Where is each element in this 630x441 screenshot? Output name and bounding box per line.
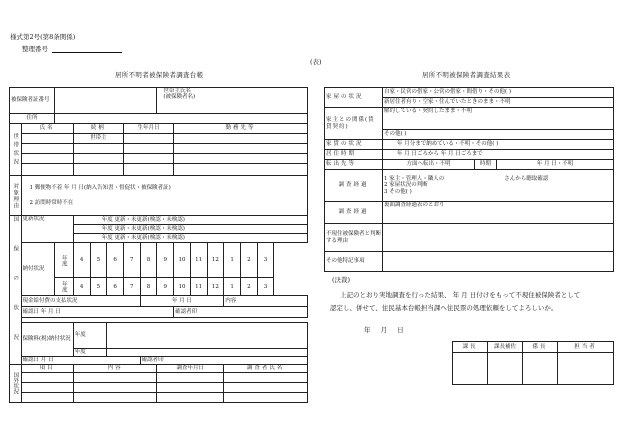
form-label: 様式第2号(第8条関係) xyxy=(10,33,76,41)
decision-line-1: 上記のとおり実地調査を行った結果、 年 月 日付けをもって不現住被保険者として xyxy=(340,291,581,299)
col-name: 氏名 xyxy=(21,124,73,134)
outside-investigator-1[interactable] xyxy=(224,372,308,382)
outside-investigator-2[interactable] xyxy=(224,382,308,392)
stamp-subsection-chief: 係長 xyxy=(523,342,558,353)
survey-label: 調査経過 xyxy=(325,170,383,202)
confirm-date-2: 確認日 月 日 xyxy=(21,356,140,364)
month-cell: 5 xyxy=(90,278,107,296)
month-cell: 11 xyxy=(190,243,207,278)
premium-value-1[interactable] xyxy=(107,323,308,348)
benefit-label: 現金給付費の支払状況 xyxy=(21,296,140,307)
benefit-content: 内容 xyxy=(224,296,308,307)
member-rel-1: 世帯主 xyxy=(73,134,123,144)
house-opt-1: 自家・民営の借家・公営の借家・間借り・その他( ) xyxy=(383,88,614,98)
outside-col-item: 項目 xyxy=(21,364,73,372)
premium-year-2: 年度 xyxy=(73,348,106,356)
month-cell: 9 xyxy=(157,278,174,296)
member-birth-3[interactable] xyxy=(123,154,173,164)
confirm-seal-2: 確認者印 xyxy=(140,356,307,364)
survey-opt-1b: さんから聴取確認 xyxy=(504,176,549,183)
house-opt-2: 新居住者有り・空家・住んでいたときのまま・不明 xyxy=(383,98,614,108)
outside-date-2[interactable] xyxy=(157,382,224,392)
landlord-relation-label: 家主との関係(賃貸契約) xyxy=(325,108,383,140)
member-rel-4[interactable] xyxy=(73,164,123,176)
target-reason-label: 対象理由 xyxy=(10,176,22,216)
month-cell: 6 xyxy=(107,243,124,278)
reason-2: 2 訪問時常時不在 xyxy=(29,200,74,206)
target-reason-cell xyxy=(21,176,308,216)
member-work-3[interactable] xyxy=(174,154,308,164)
survey2-label: 調査経過 xyxy=(325,202,383,224)
outside-content-2[interactable] xyxy=(73,382,157,392)
month-cell: 10 xyxy=(174,243,191,278)
col-employer: 勤務先等 xyxy=(174,124,308,134)
month-cell: 10 xyxy=(174,278,191,296)
outside-col-content: 内容 xyxy=(73,364,157,372)
judge-reason-label: 不現住被保険者と判断する理由 xyxy=(325,224,383,252)
investigation-result-table xyxy=(324,87,614,272)
outside-date-3[interactable] xyxy=(157,392,224,402)
month-cell: 9 xyxy=(157,243,174,278)
month-cell: 7 xyxy=(123,243,140,278)
outside-investigator-3[interactable] xyxy=(224,392,308,402)
member-name-3[interactable] xyxy=(21,154,73,164)
month-cell: 8 xyxy=(140,243,157,278)
survey-opt-3: 3 その他( ) xyxy=(384,188,412,195)
member-name-1[interactable] xyxy=(21,134,73,144)
insured-number-field[interactable] xyxy=(54,88,156,114)
right-title: 居所不明被保険者調査結果表 xyxy=(422,71,511,79)
relation-opt-2: その他( ) xyxy=(383,130,614,140)
member-work-4[interactable] xyxy=(174,164,308,176)
front-side-label: (表) xyxy=(310,58,322,66)
decision-date: 年 月 日 xyxy=(364,326,404,334)
other-notes-label: その他特記事項 xyxy=(325,252,383,272)
month-cell: 3 xyxy=(257,278,274,296)
national-health-status-label: 国保の状況 xyxy=(10,216,22,365)
moveout-time-label: 時期 xyxy=(475,160,497,170)
month-cell: 12 xyxy=(207,243,224,278)
insured-number-label: 被保険者証番号 xyxy=(10,88,55,114)
confirm-seal: 確認者印 xyxy=(174,307,308,318)
month-cell: 2 xyxy=(240,243,257,278)
month-cell: 8 xyxy=(140,278,157,296)
outside-col-investigator: 調査者氏名 xyxy=(224,364,308,372)
rent-label: 家賃の状況 xyxy=(325,140,383,150)
month-cell: 11 xyxy=(190,278,207,296)
premium-value-2[interactable] xyxy=(107,348,308,356)
col-relation: 続柄 xyxy=(73,124,123,134)
outside-item-2[interactable] xyxy=(21,382,73,392)
survey-opt-1: 1 家主・管理人・隣人の xyxy=(384,176,445,183)
left-title: 居所不明者被保険者調査台帳 xyxy=(115,71,204,79)
stamp-box-1[interactable] xyxy=(453,353,488,385)
survey-opt-2: 2 家屋状況の判断 xyxy=(384,182,428,189)
renewal-row-3: 年度 更新・未更新(検認・未検認) xyxy=(73,234,307,243)
outside-item-3[interactable] xyxy=(21,392,73,402)
member-birth-1[interactable] xyxy=(123,134,173,144)
serial-number-line xyxy=(52,47,122,53)
outside-date-1[interactable] xyxy=(157,372,224,382)
stamp-box-4[interactable] xyxy=(558,353,614,385)
member-rel-3[interactable] xyxy=(73,154,123,164)
other-notes-field[interactable] xyxy=(383,252,614,272)
decision-label: (決裁) xyxy=(332,276,351,284)
period-opt: 年 月 日ごろから 年 月 日ごろまで xyxy=(383,150,614,160)
survey-options xyxy=(383,170,614,202)
payment-year-1: 年度 xyxy=(54,243,73,278)
stamp-section-chief: 課長 xyxy=(453,342,488,353)
moveout-opt: 方面へ転出・不明 xyxy=(383,160,475,170)
benefit-date: 年 月 日 xyxy=(140,296,224,307)
payment-label: 納付状況 xyxy=(21,243,54,296)
reason-1: 1 郵便物不着 年 月 日(納入告知書・督促状・被保険者証) xyxy=(29,184,171,191)
stamp-assistant-chief: 課長補佐 xyxy=(488,342,523,353)
month-cell: 6 xyxy=(107,278,124,296)
address-label: 住所 xyxy=(10,114,55,124)
stamp-box-2[interactable] xyxy=(488,353,523,385)
serial-number-label: 整理番号 xyxy=(22,46,122,53)
address-field[interactable] xyxy=(54,114,307,124)
rent-opt: 年 月分まで納めている・不明・その他( ) xyxy=(383,140,614,150)
premium-year-1: 年度 xyxy=(73,323,106,348)
period-label: 居住時期 xyxy=(325,150,383,160)
outside-item-1[interactable] xyxy=(21,372,73,382)
payment-year-2: 年度 xyxy=(54,278,73,296)
confirm-date: 確認日 年 月 日 xyxy=(21,307,174,318)
relation-opt-1: 解約している・契約したまま・不明 xyxy=(383,108,614,130)
month-cell: 1 xyxy=(224,278,241,296)
member-name-2[interactable] xyxy=(21,144,73,154)
member-birth-2[interactable] xyxy=(123,144,173,154)
decision-line-2: 認定し、併せて、住民基本台帳担当課へ住民票の処理依頼をしてよろしいか。 xyxy=(330,304,558,312)
outside-status-label: 国外状況 xyxy=(10,364,22,402)
month-cell: 1 xyxy=(224,243,241,278)
insured-name-label: (被保険者名) xyxy=(163,94,196,101)
survey2-opt: 裏面調査経過表のとおり xyxy=(383,202,614,224)
month-cell: 5 xyxy=(90,243,107,278)
outside-col-date: 調査年月日 xyxy=(157,364,224,372)
month-cell: 4 xyxy=(73,278,90,296)
month-cell: 2 xyxy=(240,278,257,296)
judge-reason-field[interactable] xyxy=(383,224,614,252)
month-cell: 7 xyxy=(123,278,140,296)
member-work-2[interactable] xyxy=(174,144,308,154)
member-work-1[interactable] xyxy=(174,134,308,144)
house-status-label: 家屋の状況 xyxy=(325,88,383,108)
renewal-label: 更新状況 xyxy=(21,216,73,243)
renewal-row-1: 年度 更新・未更新(検認・未検認) xyxy=(73,216,307,225)
approval-stamp-table xyxy=(452,341,614,385)
col-birth: 生年月日 xyxy=(123,124,173,134)
member-name-4[interactable] xyxy=(21,164,73,176)
householder-label: 世帯主氏名 xyxy=(163,88,191,94)
moveout-date: 年 月 日・不明 xyxy=(497,160,614,170)
renewal-row-2: 年度 更新・未更新(検認・未検認) xyxy=(73,225,307,234)
member-rel-2[interactable] xyxy=(73,144,123,154)
moveout-label: 転出先等 xyxy=(325,160,383,170)
outside-content-1[interactable] xyxy=(73,372,157,382)
investigation-ledger-table xyxy=(9,87,308,403)
household-status-label: 世帯状況 xyxy=(10,124,22,176)
month-cell: 12 xyxy=(207,278,224,296)
stamp-person-in-charge: 担当者 xyxy=(558,342,614,353)
month-cell: 4 xyxy=(73,243,90,278)
householder-name-cell[interactable] xyxy=(157,88,308,114)
stamp-box-3[interactable] xyxy=(523,353,558,385)
member-birth-4[interactable] xyxy=(123,164,173,176)
month-cell: 3 xyxy=(257,243,274,278)
outside-content-3[interactable] xyxy=(73,392,157,402)
premium-label: 保険料(税)納付状況 xyxy=(21,323,73,356)
